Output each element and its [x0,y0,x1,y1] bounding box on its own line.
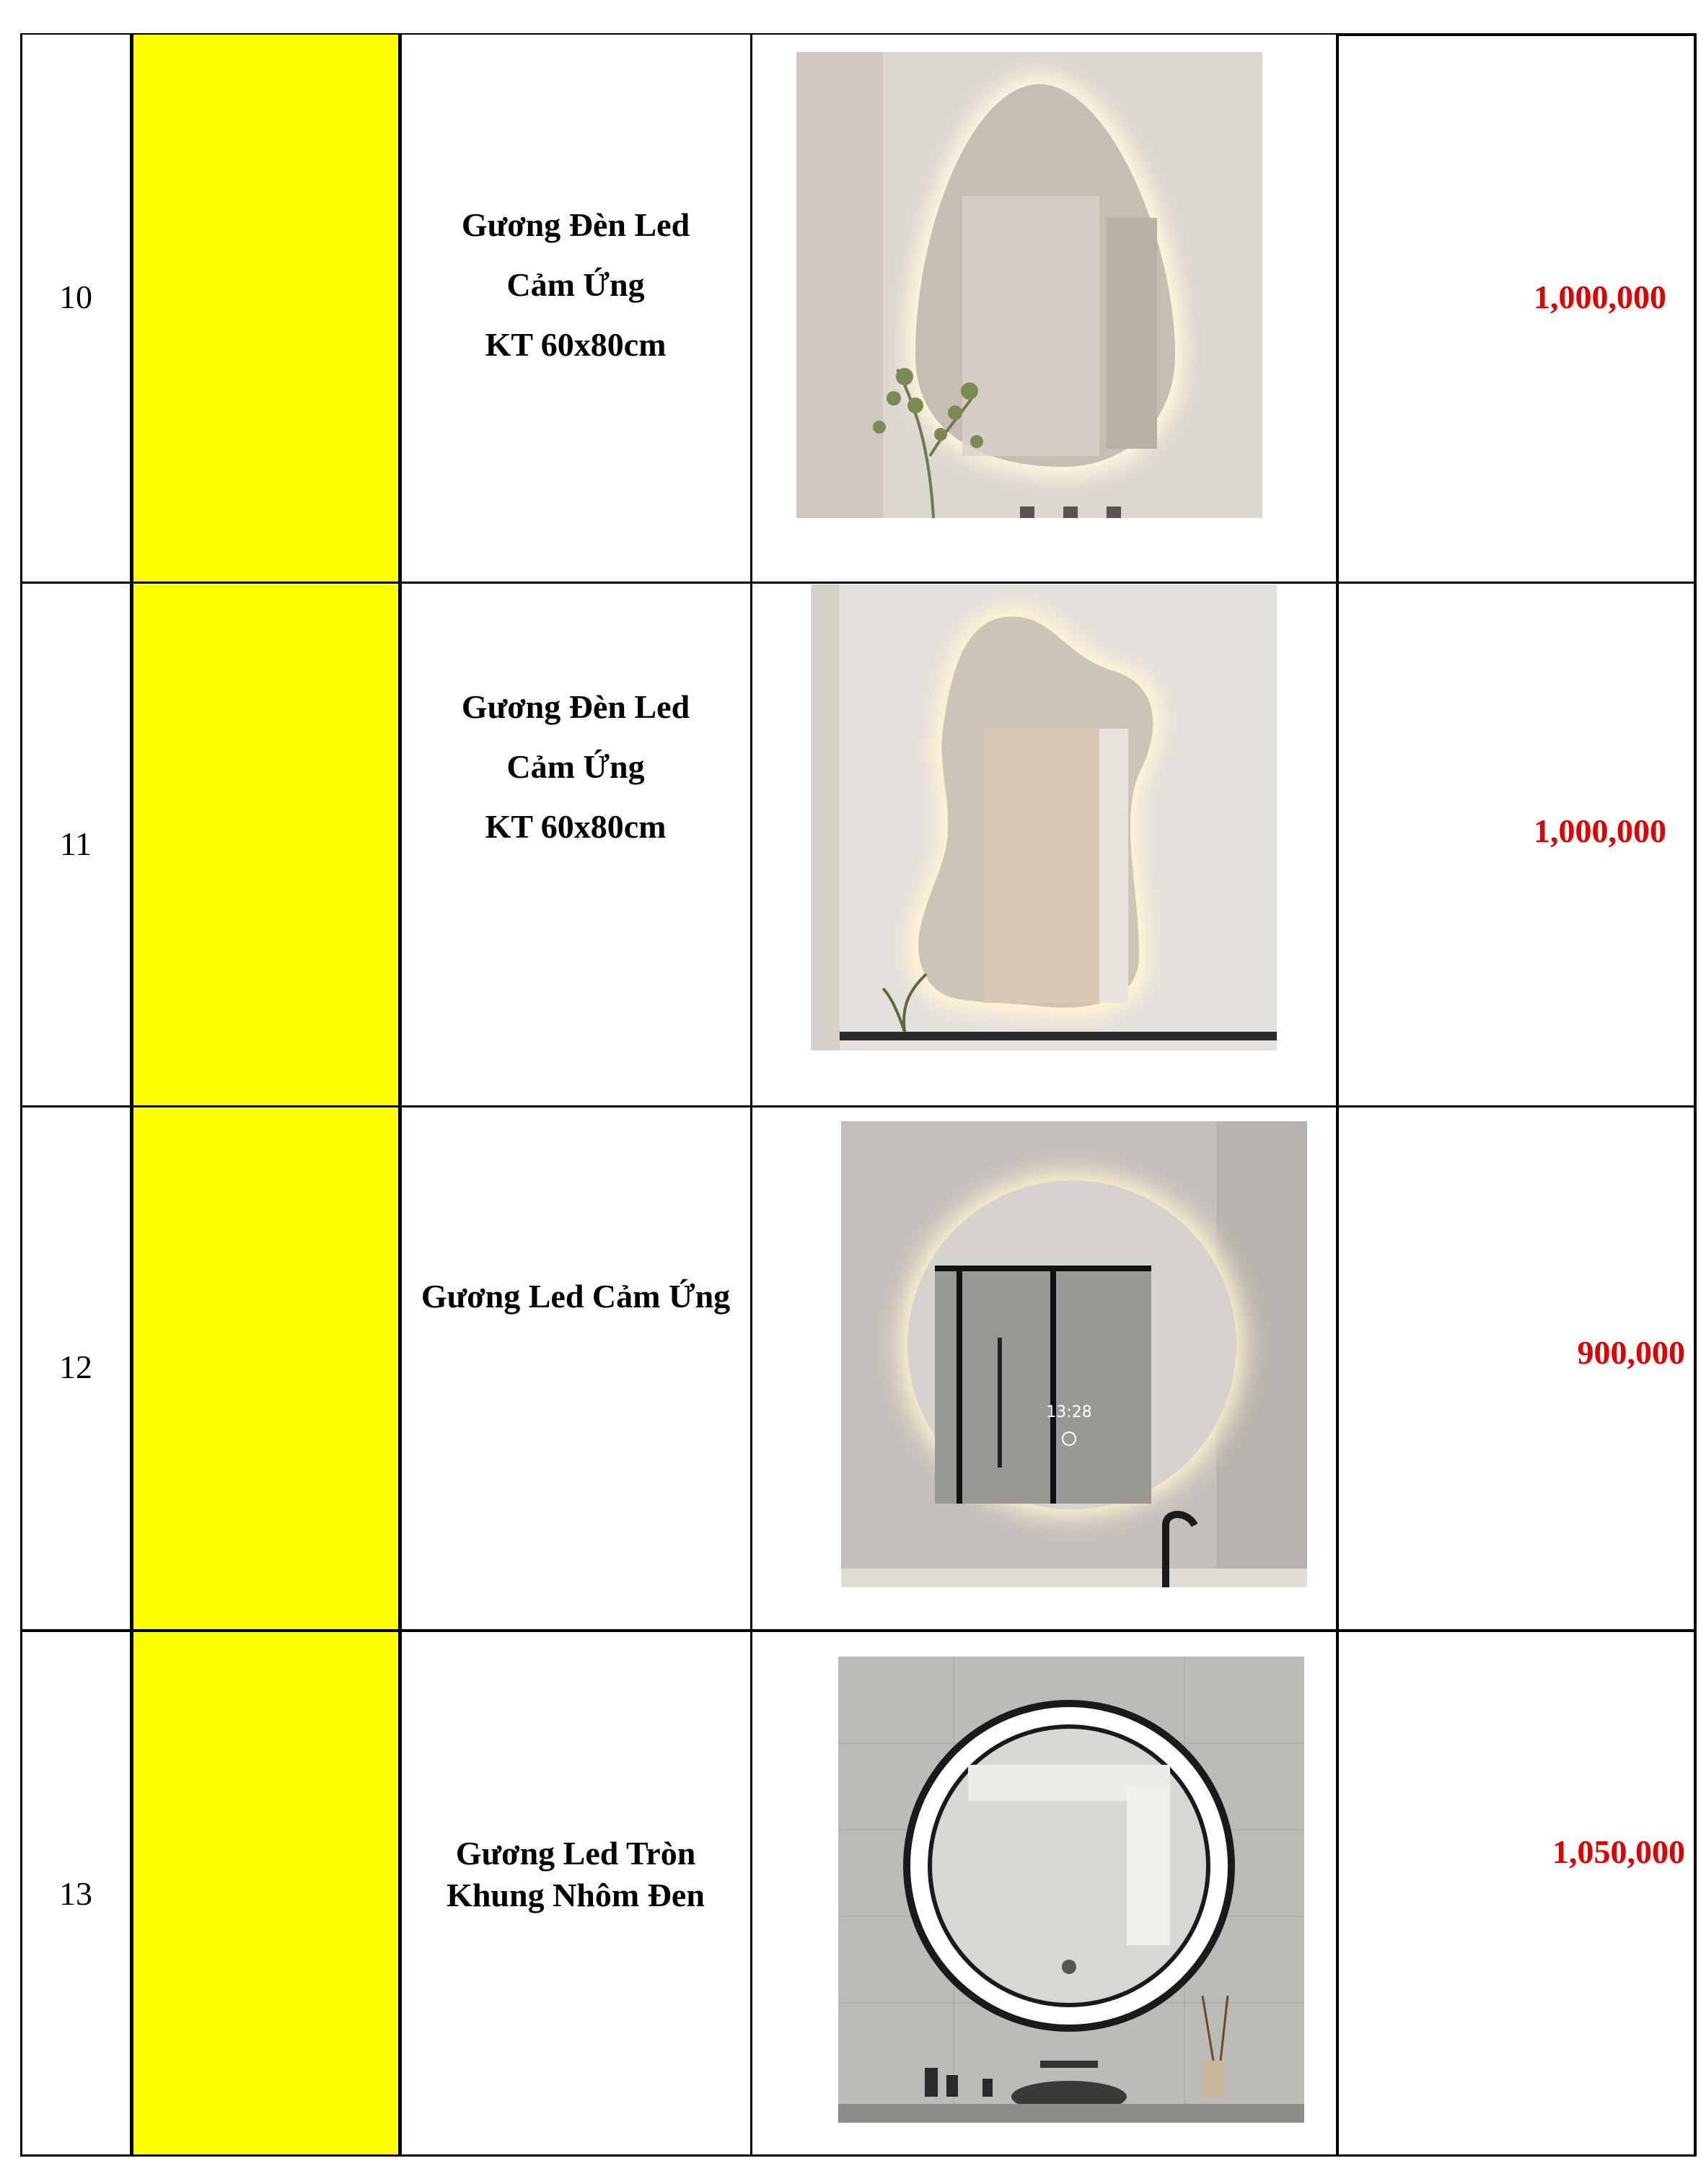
price: 1,050,000 [1552,1833,1685,1870]
highlight-cell-row-13 [133,1632,400,2154]
border-col-1 [130,35,133,2156]
product-name-line: Gương Đèn Led [461,688,690,725]
price: 900,000 [1577,1334,1685,1371]
highlight-cell-row-12 [133,1108,400,1629]
mirror-clock-display: 13:28 [1046,1403,1092,1421]
organic-shape-led-mirror-photo [811,584,1277,1051]
border-row-3 [20,1629,1695,1632]
border-col-0 [20,35,22,2156]
round-backlit-led-mirror-photo [841,1121,1307,1587]
row-index: 12 [59,1348,92,1385]
highlight-cell-row-10 [133,35,400,582]
teardrop-led-mirror-photo [796,52,1262,518]
product-name [403,1833,749,1916]
price: 1,000,000 [1534,812,1666,849]
highlight-cell-row-11 [133,584,400,1105]
product-name-line: KT 60x80cm [485,808,667,845]
product-name [403,195,749,374]
border-row-1 [20,582,1695,584]
product-name-line: Cảm Ứng [506,266,645,303]
product-name [403,677,749,856]
product-name-line: Cảm Ứng [506,748,645,785]
border-col-2 [398,35,402,2156]
product-name-line: KT 60x80cm [485,326,667,363]
product-name-line: Khung Nhôm Đen [447,1877,705,1913]
border-col-3 [750,35,752,2156]
border-row-top [20,33,1339,35]
product-name-line: Gương Led Cảm Ứng [421,1278,731,1315]
border-col-right [1694,33,1697,2157]
product-name [403,1276,749,1317]
border-row-top-price [1336,33,1697,36]
border-row-bottom [20,2154,1695,2157]
row-index: 13 [59,1875,92,1912]
border-row-2 [20,1105,1695,1108]
price: 1,000,000 [1534,279,1666,315]
row-index: 11 [59,825,92,862]
border-col-4 [1336,35,1339,2156]
round-black-frame-led-mirror-photo [838,1657,1304,2123]
product-name-line: Gương Led Tròn [455,1835,696,1872]
product-name-line: Gương Đèn Led [461,206,690,243]
row-index: 10 [59,279,92,315]
